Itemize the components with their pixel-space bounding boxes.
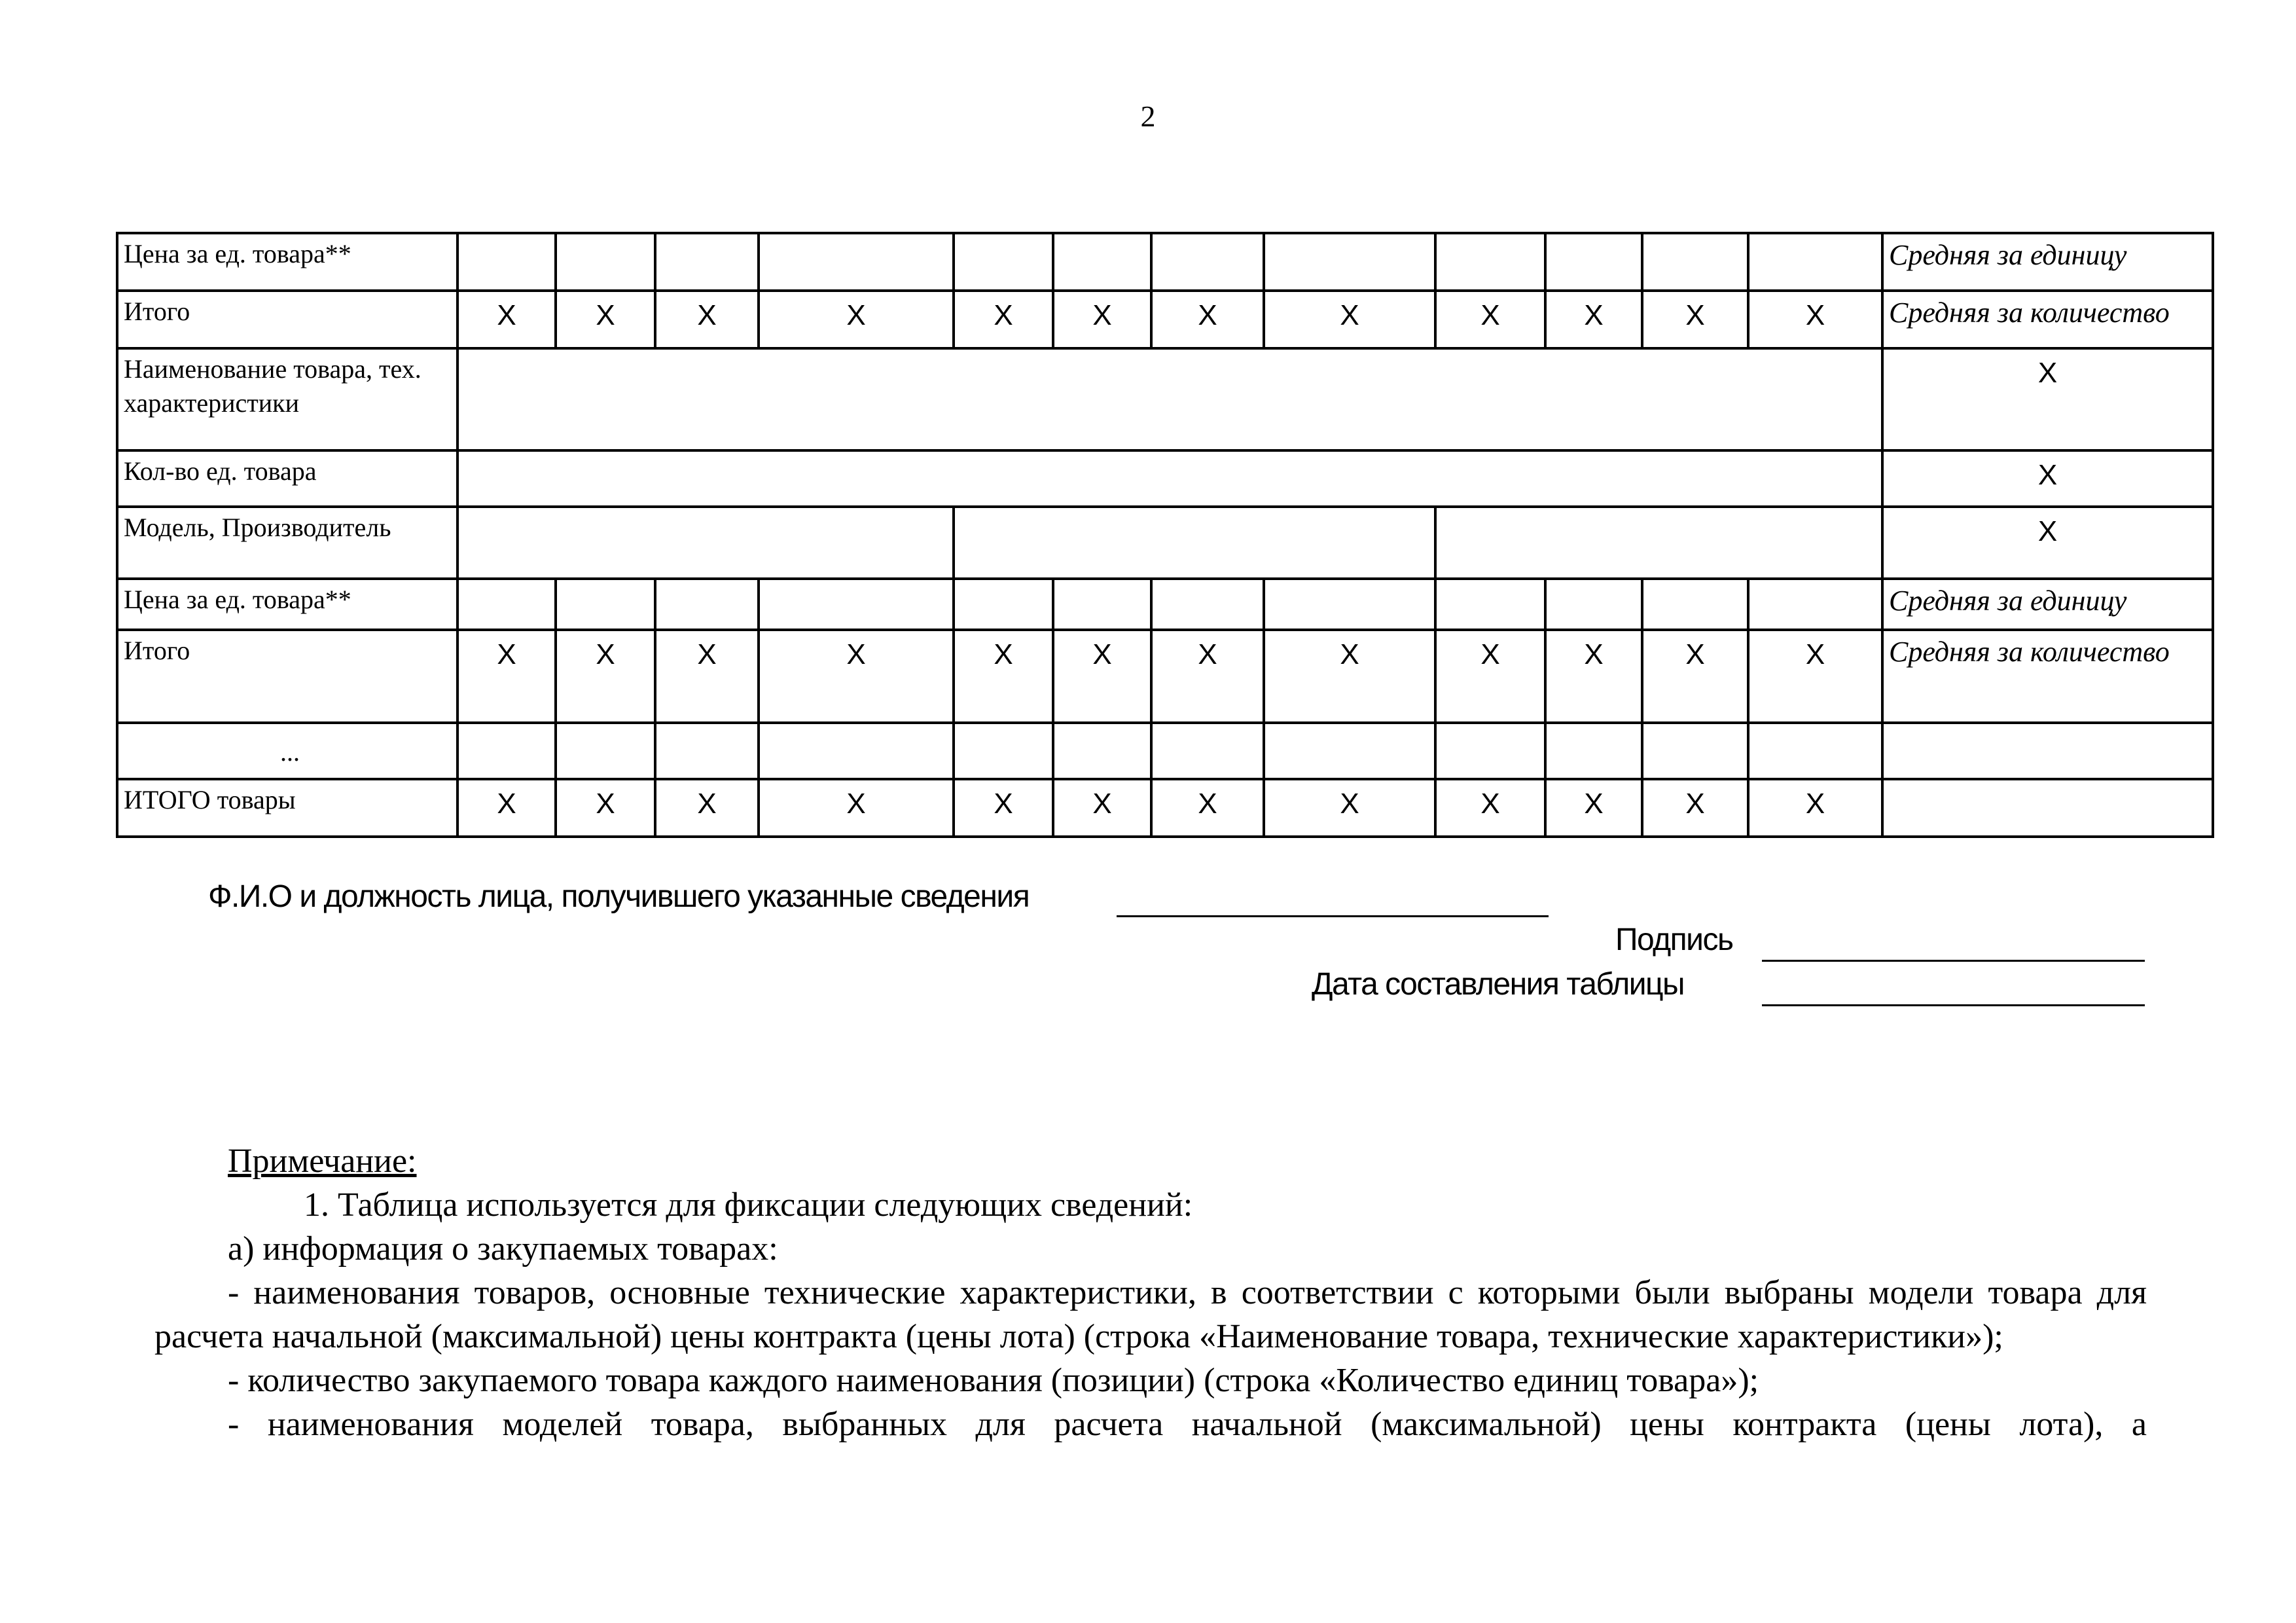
price-cell <box>954 233 1053 291</box>
product-name-cell <box>457 348 1882 450</box>
table-row-product-name <box>117 348 2213 450</box>
x-mark: X <box>1882 507 2213 579</box>
price-cell <box>1151 579 1264 630</box>
table-row-unit-price-2 <box>117 579 2213 630</box>
price-cell <box>759 579 954 630</box>
price-cell <box>457 233 556 291</box>
table-row-total-2 <box>117 630 2213 723</box>
x-mark: X <box>1748 779 1882 837</box>
price-cell <box>1435 579 1545 630</box>
price-cell <box>1435 233 1545 291</box>
x-mark: X <box>954 779 1053 837</box>
price-cell <box>655 233 759 291</box>
table-row-unit-price-1 <box>117 233 2213 291</box>
x-mark: X <box>1053 779 1151 837</box>
row-summary: Средняя за количество <box>1882 291 2213 348</box>
row-summary: Средняя за единицу <box>1882 233 2213 291</box>
price-cell <box>1053 233 1151 291</box>
x-mark: X <box>1545 291 1642 348</box>
row-label: Кол-во ед. товара <box>117 450 457 507</box>
note-paragraph: - количество закупаемого товара каждого наименования (позиции) (строка «Количество единиц товара»); <box>228 1362 1759 1399</box>
price-cell <box>1642 579 1748 630</box>
table-row-total-1 <box>117 291 2213 348</box>
empty-cell <box>1435 723 1545 779</box>
x-mark: X <box>759 291 954 348</box>
empty-cell <box>954 723 1053 779</box>
empty-cell <box>457 723 556 779</box>
x-mark: X <box>1642 630 1748 723</box>
quantity-cell <box>457 450 1882 507</box>
price-cell <box>759 233 954 291</box>
x-mark: X <box>1642 291 1748 348</box>
x-mark: X <box>655 779 759 837</box>
x-mark: X <box>954 291 1053 348</box>
price-cell <box>457 579 556 630</box>
price-cell <box>655 579 759 630</box>
x-mark: X <box>1151 779 1264 837</box>
empty-cell <box>1151 723 1264 779</box>
price-comparison-table <box>116 232 2214 838</box>
model-cell-1 <box>457 507 954 579</box>
x-mark: X <box>457 779 556 837</box>
row-summary: Средняя за единицу <box>1882 579 2213 630</box>
price-cell <box>1264 233 1435 291</box>
x-mark: X <box>1435 291 1545 348</box>
row-label: Итого <box>117 630 457 723</box>
x-mark: X <box>954 630 1053 723</box>
x-mark: X <box>1053 630 1151 723</box>
notes-heading: Примечание: <box>228 1142 417 1180</box>
x-mark: X <box>1053 291 1151 348</box>
x-mark: X <box>1264 291 1435 348</box>
empty-cell <box>1545 723 1642 779</box>
fio-blank-line <box>1117 915 1549 917</box>
x-mark: X <box>556 291 655 348</box>
note-paragraph: а) информация о закупаемых товарах: <box>228 1230 778 1267</box>
x-mark: X <box>759 779 954 837</box>
x-mark: X <box>1748 291 1882 348</box>
row-label: Цена за ед. товара** <box>117 233 457 291</box>
row-label: Цена за ед. товара** <box>117 579 457 630</box>
date-label: Дата составления таблицы <box>1312 967 1685 1002</box>
signature-label: Подпись <box>1615 922 1733 957</box>
row-label: ... <box>117 723 457 779</box>
table-row-model-manufacturer <box>117 507 2213 579</box>
model-cell-3 <box>1435 507 1882 579</box>
price-cell <box>1151 233 1264 291</box>
price-cell <box>1748 579 1882 630</box>
price-cell <box>1642 233 1748 291</box>
x-mark: X <box>1435 779 1545 837</box>
signature-blank-line <box>1762 960 2145 962</box>
note-paragraph: 1. Таблица используется для фиксации следующих сведений: <box>304 1186 1193 1224</box>
price-cell <box>1545 579 1642 630</box>
table-row-quantity <box>117 450 2213 507</box>
x-mark: X <box>1151 630 1264 723</box>
table-row-ellipsis <box>117 723 2213 779</box>
x-mark: X <box>1545 630 1642 723</box>
x-mark: X <box>1151 291 1264 348</box>
note-paragraph: - наименования моделей товара, выбранных для расчета начальной (максимальной) цены контракта (цены лота), а <box>228 1406 2147 1443</box>
model-cell-2 <box>954 507 1435 579</box>
note-paragraph: - наименования товаров, основные технические характеристики, в соответствии с которыми были выбраны модели товара для расчета начальной (максимальной) цены контракта (цены лота) (строка «Наименование товара, технические характеристики»); <box>154 1274 2147 1355</box>
page-number: 2 <box>1140 100 1156 133</box>
price-cell <box>1264 579 1435 630</box>
price-cell <box>954 579 1053 630</box>
row-summary <box>1882 779 2213 837</box>
x-mark: X <box>655 291 759 348</box>
x-mark: X <box>1748 630 1882 723</box>
empty-cell <box>556 723 655 779</box>
x-mark: X <box>1264 630 1435 723</box>
notes-section <box>154 1139 2147 1446</box>
row-label: ИТОГО товары <box>117 779 457 837</box>
x-mark: X <box>556 630 655 723</box>
x-mark: X <box>1882 348 2213 450</box>
row-label: Модель, Производитель <box>117 507 457 579</box>
empty-cell <box>1642 723 1748 779</box>
x-mark: X <box>1264 779 1435 837</box>
empty-cell <box>1264 723 1435 779</box>
row-label: Итого <box>117 291 457 348</box>
x-mark: X <box>457 291 556 348</box>
x-mark: X <box>556 779 655 837</box>
row-label: Наименование товара, тех. характеристики <box>117 348 457 450</box>
price-cell <box>1545 233 1642 291</box>
empty-cell <box>655 723 759 779</box>
x-mark: X <box>1435 630 1545 723</box>
x-mark: X <box>655 630 759 723</box>
fio-label: Ф.И.О и должность лица, получившего указанные сведения <box>208 879 1030 914</box>
empty-cell <box>1748 723 1882 779</box>
row-summary <box>1882 723 2213 779</box>
row-summary: Средняя за количество <box>1882 630 2213 723</box>
price-cell <box>556 233 655 291</box>
price-cell <box>1748 233 1882 291</box>
x-mark: X <box>457 630 556 723</box>
table-row-grand-total <box>117 779 2213 837</box>
x-mark: X <box>1545 779 1642 837</box>
empty-cell <box>1053 723 1151 779</box>
empty-cell <box>759 723 954 779</box>
date-blank-line <box>1762 1004 2145 1006</box>
x-mark: X <box>1882 450 2213 507</box>
price-cell <box>556 579 655 630</box>
x-mark: X <box>759 630 954 723</box>
x-mark: X <box>1642 779 1748 837</box>
price-cell <box>1053 579 1151 630</box>
